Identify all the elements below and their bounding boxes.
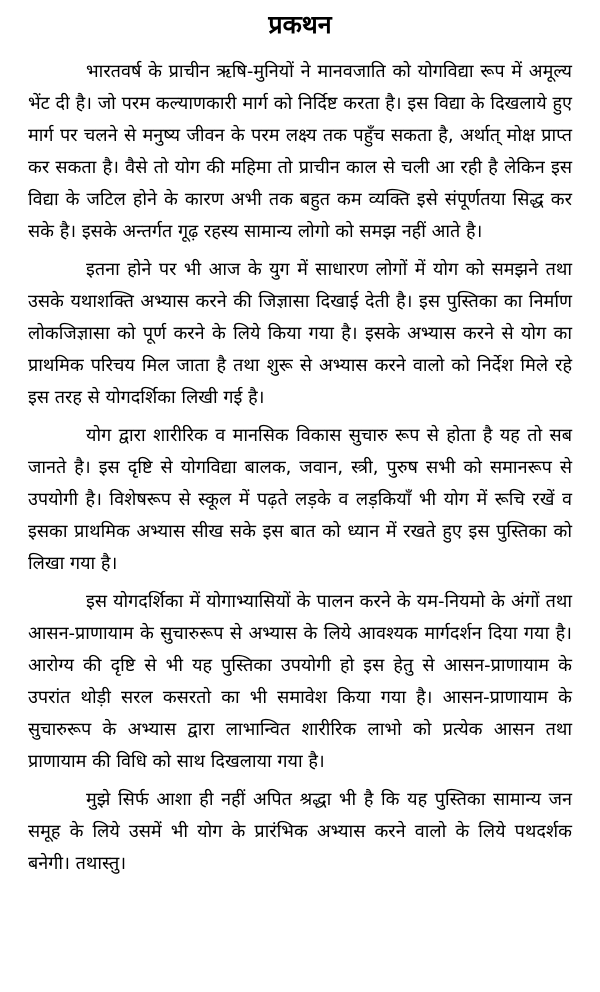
page-title: प्रकथन: [268, 10, 332, 39]
paragraph-5: मुझे सिर्फ आशा ही नहीं अपित श्रद्धा भी है कि यह पुस्तिका सामान्य जन समूह के लिये उसमें भी योग के प्रारंभिक अभ्यास करने वालो के लिये पथदर्शक बनेगी। तथास्तु।: [28, 789, 572, 874]
paragraph-3: योग द्वारा शारीरिक व मानसिक विकास सुचारु रूप से होता है यह तो सब जानते है। इस दृष्टि से योगविद्या बालक, जवान, स्त्री, पुरुष सभी को समानरूप से उपयोगी है। विशेषरूप से स्कूल में पढ़ते लड़के व लड़कियाँ भी योग में रूचि रखें व इसका प्राथमिक अभ्यास सीख सके इस बात को ध्यान में रखते हुए इस पुस्तिका को लिखा गया है।: [28, 425, 572, 574]
paragraph-4: इस योगदर्शिका में योगाभ्यासियों के पालन करने के यम-नियमो के अंगों तथा आसन-प्राणायाम के सुचारुरूप से अभ्यास के लिये आवश्यक मार्गदर्शन दिया गया है। आरोग्य की दृष्टि से भी यह पुस्तिका उपयोगी हो इस हेतु से आसन-प्राणायाम के उपरांत थोड़ी सरल कसरतो का भी समावेश किया गया है। आसन-प्राणायाम के सुचारुरूप के अभ्यास द्वारा लाभान्वित शारीरिक लाभो को प्रत्येक आसन तथा प्राणायाम की विधि को साथ दिखलाया गया है।: [28, 591, 572, 772]
paragraph-2: इतना होने पर भी आज के युग में साधारण लोगों में योग को समझने तथा उसके यथाशक्ति अभ्यास करने की जिज्ञासा दिखाई देती है। इस पुस्तिका का निर्माण लोकजिज्ञासा को पूर्ण करने के लिये किया गया है। इसके अभ्यास करने से योग का प्राथमिक परिचय मिल जाता है तथा शुरू से अभ्यास करने वालो को निर्देश मिले रहे इस तरह से योगदर्शिका लिखी गई है।: [28, 259, 572, 408]
paragraph-1: भारतवर्ष के प्राचीन ऋषि-मुनियों ने मानवजाति को योगविद्या रूप में अमूल्य भेंट दी है। जो परम कल्याणकारी मार्ग को निर्दिष्ट करता है। इस विद्या के दिखलाये हुए मार्ग पर चलने से मनुष्य जीवन के परम लक्ष्य तक पहुँच सकता है, अर्थात् मोक्ष प्राप्त कर सकता है। वैसे तो योग की महिमा तो प्राचीन काल से चली आ रही है लेकिन इस विद्या के जटिल होने के कारण अभी तक बहुत कम व्यक्ति इसे संपूर्णतया सिद्ध कर सके है। इसके अन्तर्गत गूढ़ रहस्य सामान्य लोगो को समझ नहीं आते है।: [28, 61, 572, 242]
